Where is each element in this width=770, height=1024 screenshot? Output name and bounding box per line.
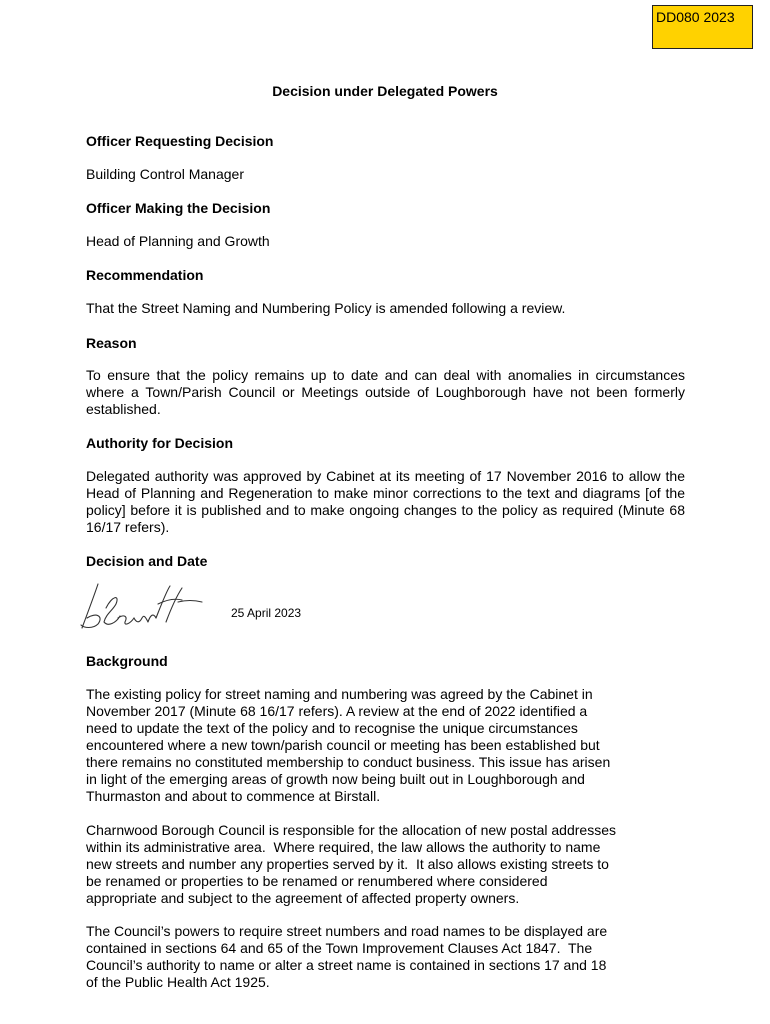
officer-making-value: Head of Planning and Growth [86,233,270,249]
background-line: within its administrative area. Where required, the law allows the authority to name [86,839,601,855]
officer-requesting-heading: Officer Requesting Decision [86,133,274,149]
reason-text: To ensure that the policy remains up to date and can deal with anomalies in circumstances where a Town/Parish Council or Meetings outside of Loughborough have not been formerly established. [86,367,685,417]
authority-heading: Authority for Decision [86,435,234,451]
background-line: there remains no constituted membership to conduct business. This issue has arisen [86,754,611,770]
recommendation-text: That the Street Naming and Numbering Policy is amended following a review. [86,300,566,316]
background-heading: Background [86,653,168,669]
background-line: encountered where a new town/parish council or meeting has been established but [86,737,600,753]
background-line: Council’s authority to name or alter a street name is contained in sections 17 and 18 [86,957,607,973]
background-paragraph [86,923,607,991]
decision-date: 25 April 2023 [231,606,302,620]
officer-making-heading: Officer Making the Decision [86,200,271,216]
reason-heading: Reason [86,335,137,351]
background-line: Thurmaston and about to commence at Birstall. [86,788,381,804]
background-paragraph [86,686,610,805]
background-line: November 2017 (Minute 68 16/17 refers). A review at the end of 2022 identified a [86,703,588,719]
background-line: contained in sections 64 and 65 of the Town Improvement Clauses Act 1847. The [86,940,593,956]
decision-heading: Decision and Date [86,553,208,569]
background-line: The existing policy for street naming and numbering was agreed by the Cabinet in [86,686,593,702]
background-line: appropriate and subject to the agreement of affected property owners. [86,890,520,906]
background-paragraph [86,822,616,907]
background-line: The Council’s powers to require street numbers and road names to be displayed are [86,923,608,939]
reference-number: DD080 2023 [656,9,735,25]
background-line: Charnwood Borough Council is responsible for the allocation of new postal addresses [86,822,616,838]
recommendation-heading: Recommendation [86,267,204,283]
background-line: new streets and number any properties served by it. It also allows existing streets to [86,856,609,872]
officer-requesting-value: Building Control Manager [86,166,244,182]
background-line: of the Public Health Act 1925. [86,974,270,990]
background-line: be renamed or properties to be renamed or renumbered where considered [86,873,548,889]
document-title: Decision under Delegated Powers [272,83,498,99]
authority-text: Delegated authority was approved by Cabinet at its meeting of 17 November 2016 to allow the Head of Planning and Regeneration to make minor corrections to the text and diagrams [of the policy] before it is published and to make ongoing changes to the policy as required (Minute 68 16/17 refers). [86,468,685,535]
handwritten-signature [78,578,203,632]
reference-box [652,5,753,49]
background-line: in light of the emerging areas of growth now being built out in Loughborough and [86,771,585,787]
background-line: need to update the text of the policy and to recognise the unique circumstances [86,720,578,736]
